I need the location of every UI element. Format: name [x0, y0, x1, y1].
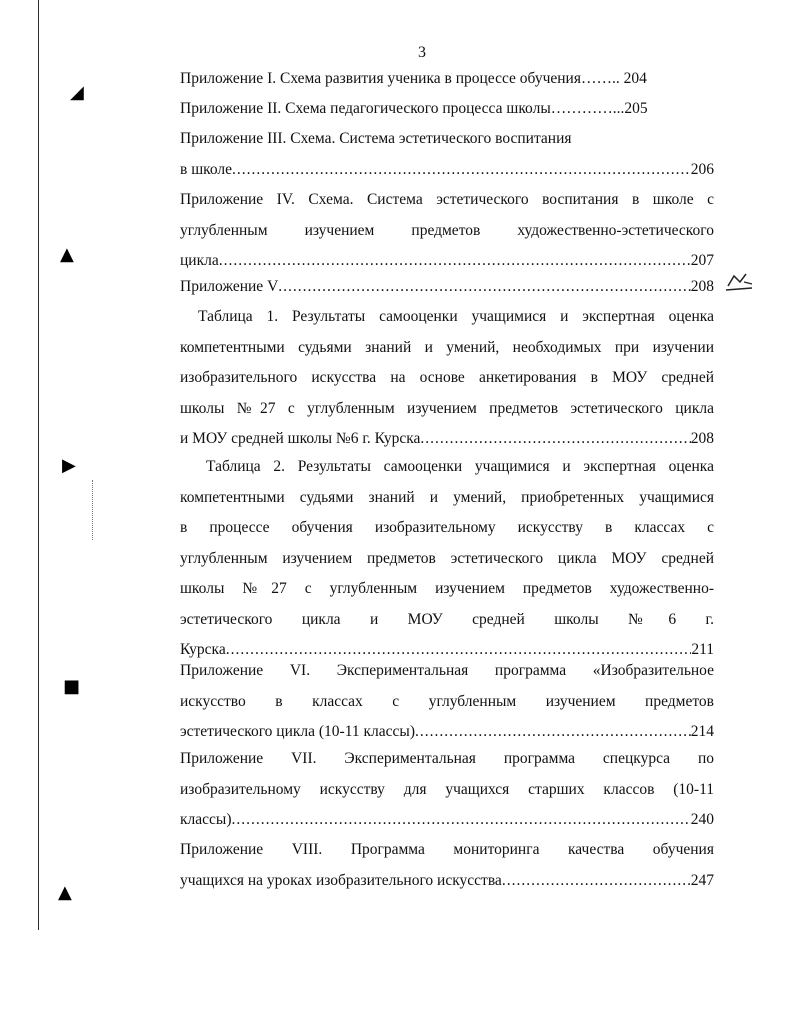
toc-entry-line: Приложение III. Схема. Система эстетического воспитания — [180, 130, 572, 147]
toc-entry-appendix-3 — [180, 124, 714, 185]
toc-entry-appendix-2 — [180, 94, 714, 125]
toc-entry-appendix-4 — [180, 185, 714, 277]
hole-punch-mark-5: ▲ — [58, 882, 72, 903]
toc-entry-line: эстетического цикла и МОУ средней школы №6 г. — [180, 610, 714, 628]
scan-artifact — [92, 480, 94, 540]
page-ref: 214 — [690, 723, 714, 740]
toc-entry-line: учащихся на уроках изобразительного искусства — [180, 871, 502, 889]
page-ref: 206 — [690, 160, 714, 178]
toc-leader-line — [180, 805, 714, 836]
toc-entry-text: Приложение I. Схема развития ученика в процессе обучения…….. 204 — [180, 70, 647, 87]
toc-entry-appendix-1 — [180, 64, 714, 95]
toc-entry-line: изобразительного искусства на основе анкетирования в МОУ средней — [180, 369, 714, 386]
toc-entry-line: Приложение VI. Экспериментальная программа «Изобразительное — [180, 662, 714, 679]
toc-entry-line: Таблица 1. Результаты самооценки учащимися и экспертная оценка — [198, 308, 714, 325]
toc-leader-line — [180, 155, 714, 186]
page-ref: 240 — [690, 811, 714, 828]
toc-leader-line — [180, 272, 714, 303]
toc-entry-line: Приложение IV. Схема. Система эстетического воспитания в школе с — [180, 191, 714, 208]
toc-entry-line: искусство в классах с углубленным изучением предметов — [180, 692, 714, 710]
page-ref: 208 — [690, 278, 714, 295]
dot-leader — [420, 424, 690, 455]
dot-leader — [232, 155, 691, 186]
hole-punch-mark-3: ▶ — [62, 455, 76, 476]
dot-leader — [415, 717, 691, 748]
toc-entry-line: классы) — [180, 811, 232, 828]
toc-leader-line — [180, 424, 714, 455]
toc-entry-line: углубленным изучением предметов эстетического цикла МОУ средней — [180, 549, 714, 567]
toc-entry-line: Приложение V — [180, 278, 279, 295]
page-ref: 211 — [691, 641, 714, 658]
hole-punch-mark-1: ◢ — [70, 82, 84, 103]
page-ref: 207 — [690, 252, 714, 269]
toc-entry-appendix-7 — [180, 744, 714, 836]
toc-entry-line: компетентными судьями знаний и умений, приобретенных учащимися — [180, 488, 714, 506]
page-ref: 247 — [690, 871, 714, 889]
handwritten-mark-icon — [724, 270, 756, 294]
dot-leader — [502, 866, 691, 897]
page-number: 3 — [418, 44, 426, 61]
dot-leader — [231, 805, 690, 836]
toc-entry-line: Приложение VIII. Программа мониторинга качества обучения — [180, 841, 714, 858]
toc-entry-line: в процессе обучения изобразительному искусству в классах с — [180, 519, 714, 536]
toc-entry-line: в школе — [180, 160, 233, 178]
toc-entry-line: эстетического цикла (10-11 классы) — [180, 723, 415, 740]
toc-entry-line: Курска — [180, 641, 226, 658]
toc-leader-line — [180, 717, 714, 748]
toc-entry-line: и МОУ средней школы №6 г. Курска — [180, 430, 421, 447]
toc-entry-appendix-5 — [180, 272, 714, 303]
toc-entry-appendix-8 — [180, 835, 714, 896]
toc-entry-table-2 — [180, 452, 714, 666]
binding-line — [38, 0, 39, 930]
hole-punch-mark-2: ▲ — [60, 244, 74, 265]
toc-entry-line: Приложение VII. Экспериментальная программа спецкурса по — [180, 750, 714, 767]
toc-entry-appendix-6 — [180, 656, 714, 748]
toc-entry-line: компетентными судьями знаний и умений, необходимых при изучении — [180, 338, 714, 356]
toc-entry-table-1 — [180, 302, 714, 455]
toc-entry-text: Приложение II. Схема педагогического процесса школы…………...205 — [180, 100, 648, 117]
page-ref: 208 — [690, 430, 714, 447]
toc-entry-line: школы №27 с углубленным изучением предметов художественно- — [180, 580, 714, 597]
toc-entry-line: цикла — [180, 252, 219, 269]
toc-entry-line: школы №27 с углубленным изучением предметов эстетического цикла — [180, 399, 714, 417]
dot-leader — [278, 272, 690, 303]
toc-entry-line: изобразительному искусству для учащихся старших классов (10-11 — [180, 780, 714, 798]
toc-leader-line — [180, 866, 714, 897]
hole-punch-mark-4: ■ — [63, 676, 81, 697]
toc-entry-line: Таблица 2. Результаты самооценки учащимися и экспертная оценка — [206, 458, 714, 475]
toc-entry-line: углубленным изучением предметов художественно-эстетического — [180, 221, 714, 239]
